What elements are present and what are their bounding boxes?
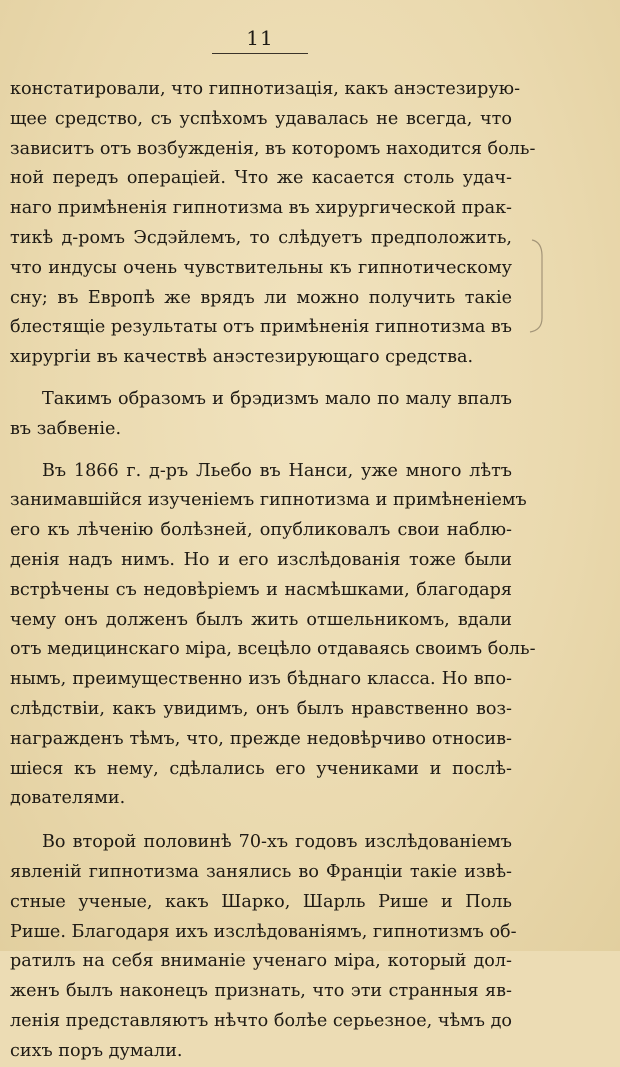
text-line: Такимъ образомъ и брэдизмъ мало по малу впалъ <box>42 388 512 409</box>
text-line: отъ медицинскаго міра, всецѣло отдаваясь своимъ боль- <box>10 639 536 660</box>
text-line: зависитъ отъ возбужденія, въ которомъ находится боль- <box>10 138 536 159</box>
paragraph-3 <box>10 457 536 815</box>
text-line: чему онъ долженъ былъ жить отшельникомъ, вдали <box>10 609 512 630</box>
text-line: хирургіи въ качествѣ анэстезирующаго средства. <box>10 347 474 368</box>
text-line: стные ученые, какъ Шарко, Шарль Рише и Поль <box>10 891 512 912</box>
text-line: тикѣ д-ромъ Эсдэйлемъ, то слѣдуетъ предположить, <box>10 227 512 248</box>
text-line: ной передъ операціей. Что же касается столь удач- <box>10 168 512 189</box>
text-line: наго примѣненія гипнотизма въ хирургической прак- <box>10 198 513 219</box>
text-line: женъ былъ наконецъ признать, что эти странныя яв- <box>10 981 512 1002</box>
text-line: дователями. <box>10 788 126 809</box>
text-line: что индусы очень чувствительны къ гипнотическому <box>10 257 512 278</box>
text-line: ратилъ на себя вниманіе ученаго міра, который дол- <box>10 951 512 972</box>
text-line: встрѣчены съ недовѣріемъ и насмѣшками, благодаря <box>10 579 512 600</box>
text-line: нымъ, преимущественно изъ бѣднаго класса. Но впо- <box>10 669 512 690</box>
text-line: Во второй половинѣ 70-хъ годовъ изслѣдованіемъ <box>42 832 512 853</box>
text-line: щее средство, съ успѣхомъ удавалась не всегда, что <box>10 108 512 129</box>
text-line: сну; въ Европѣ же врядъ ли можно получить такіе <box>10 287 512 308</box>
text-line: денія надъ нимъ. Но и его изслѣдованія тоже были <box>10 549 512 570</box>
text-line: Въ 1866 г. д-ръ Льебо въ Нанси, уже много лѣтъ <box>42 460 512 481</box>
text-line: блестящіе результаты отъ примѣненія гипнотизма въ <box>10 317 512 338</box>
page-number-rule <box>212 53 308 54</box>
text-line: его къ лѣченію болѣзней, опубликовалъ свои наблю- <box>10 520 512 541</box>
text-line: явленій гипнотизма занялись во Франціи такіе извѣ- <box>10 861 512 882</box>
text-line: Рише. Благодаря ихъ изслѣдованіямъ, гипнотизмъ об- <box>10 921 517 942</box>
text-line: слѣдствіи, какъ увидимъ, онъ былъ нравственно воз- <box>10 698 512 719</box>
text-line: ленія представляютъ нѣчто болѣе серьезное, чѣмъ до <box>10 1010 512 1031</box>
body-text <box>10 75 536 1067</box>
page-number: 11 <box>246 26 274 50</box>
paragraph-4 <box>10 828 517 1066</box>
paragraph-1 <box>10 75 536 373</box>
text-line: констатировали, что гипнотизація, какъ анэстезирую- <box>10 79 521 99</box>
text-line: шіеся къ нему, сдѣлались его учениками и послѣ- <box>10 758 512 779</box>
text-line: сихъ поръ думали. <box>10 1040 183 1061</box>
text-line: награжденъ тѣмъ, что, прежде недовѣрчиво относив- <box>10 728 512 749</box>
paragraph-2 <box>10 385 512 445</box>
text-line: въ забвеніе. <box>10 418 122 439</box>
text-line: занимавшійся изученіемъ гипнотизма и примѣненіемъ <box>10 490 527 511</box>
margin-bracket-mark <box>528 238 552 334</box>
